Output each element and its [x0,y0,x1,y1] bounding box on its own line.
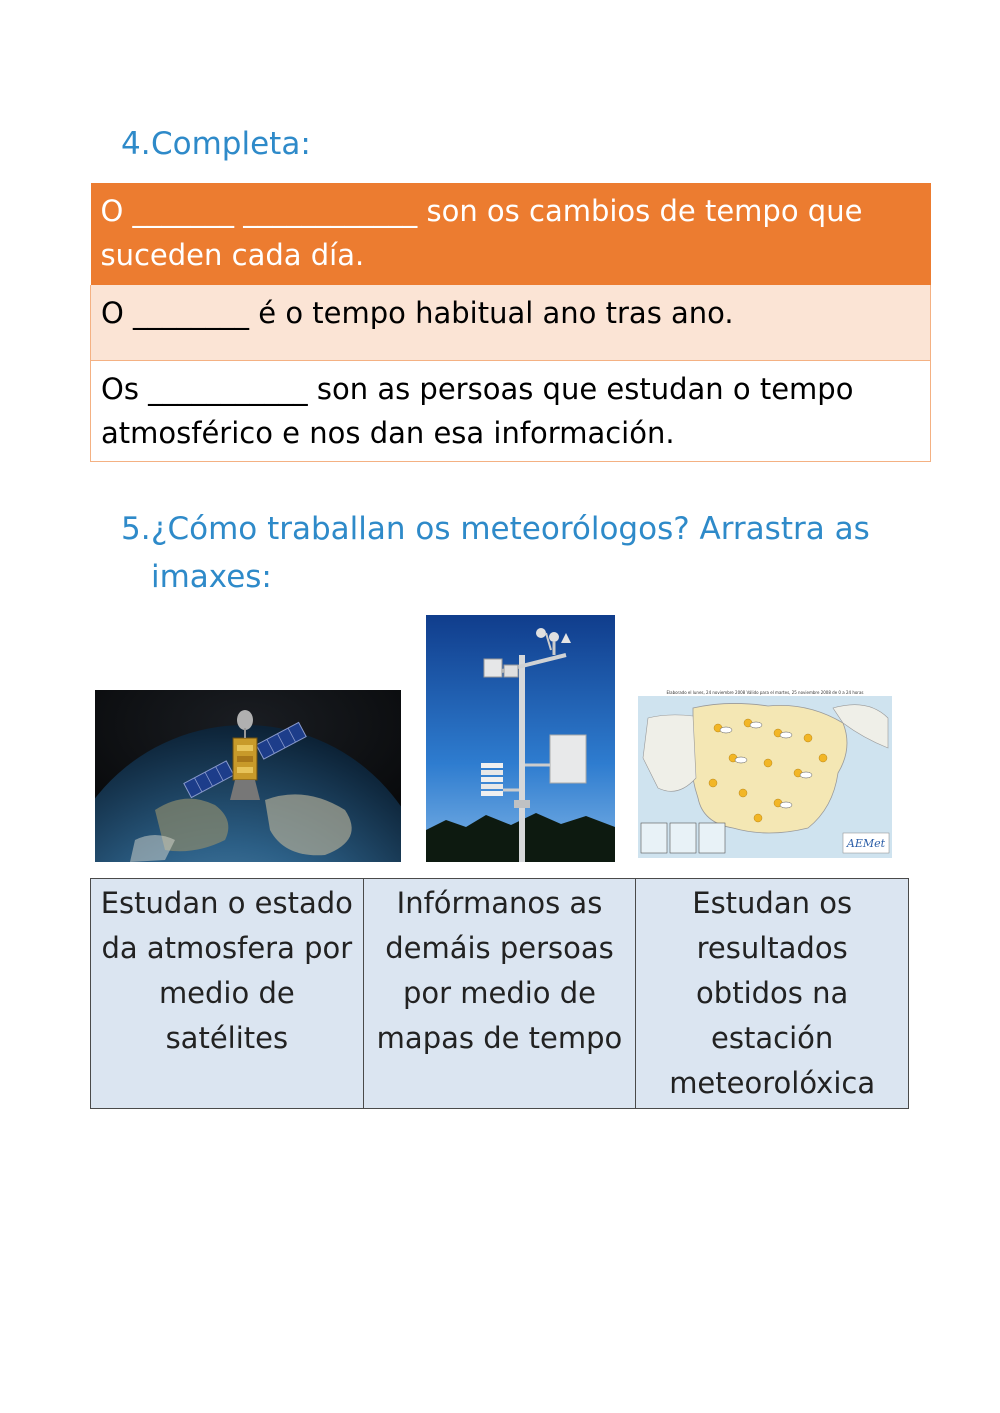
fill-row-1-text[interactable]: O _______ ____________ son os cambios de tempo que suceden cada día. [91,183,931,285]
spain-weather-map-icon [638,688,892,858]
drop-target-table [90,878,909,1109]
satellite-image[interactable] [95,690,401,862]
section-5-title-line-1: ¿Cómo traballan os meteorólogos? Arrastra as [151,511,870,547]
fill-row-3 [91,361,931,462]
satellite-earth-icon [95,690,401,862]
section-5-number: 5. [121,511,151,547]
drop-target-weather-maps[interactable]: Infórmanos as demáis persoas por medio de mapas de tempo [363,879,636,1109]
fill-row-2-text[interactable]: O ________ é o tempo habitual ano tras ano. [91,285,931,361]
map-header-text: Elaborado el lunes, 24 noviembre 2008 Válido para el martes, 25 noviembre 2008 de 0 a 24 horas [666,690,864,695]
fill-row-1 [91,183,931,285]
section-5-heading [121,505,881,601]
fill-row-2 [91,285,931,361]
fill-in-table [90,183,931,462]
section-4-heading [121,120,311,168]
fill-row-3-text[interactable]: Os ___________ son as persoas que estudan o tempo atmosférico e nos dan esa información. [91,361,931,462]
drop-target-satellites[interactable]: Estudan o estado da atmosfera por medio de satélites [91,879,364,1109]
weather-map-image[interactable] [638,688,892,858]
drop-target-weather-station[interactable]: Estudan os resultados obtidos na estación meteorolóxica [636,879,909,1109]
section-4-number: 4. [121,126,151,162]
weather-station-icon [426,615,615,862]
section-4-title: Completa: [151,126,311,162]
aemet-logo-text: AEMet [846,837,886,850]
section-5-title-line-2: imaxes: [151,559,272,595]
weather-station-image[interactable] [426,615,615,862]
